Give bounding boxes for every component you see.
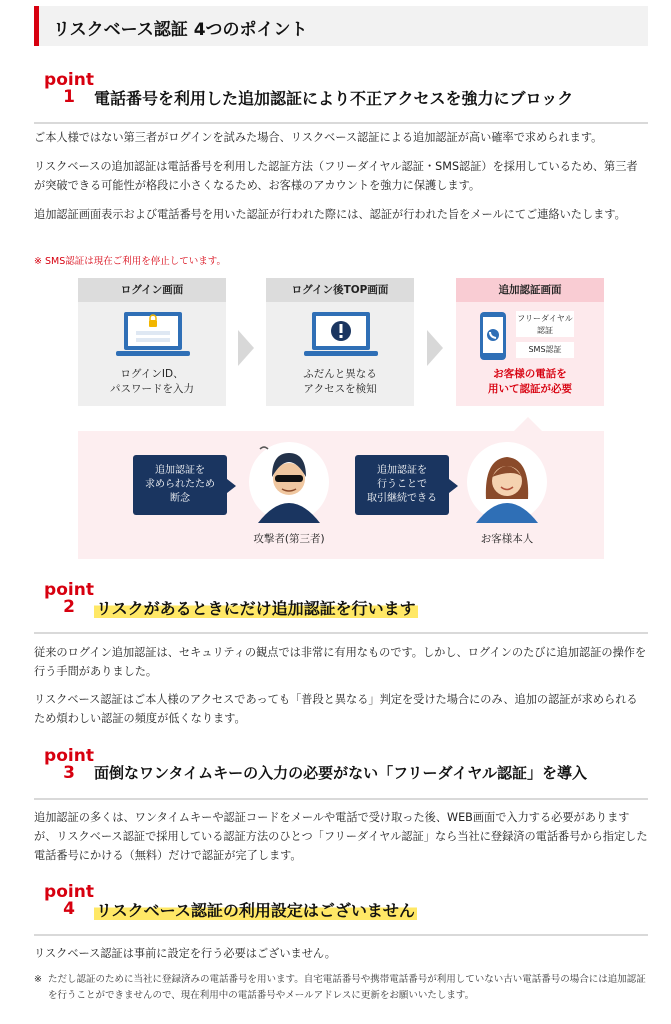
page-title: リスクベース認証 4つのポイント — [53, 20, 308, 40]
point-3-tag — [44, 748, 94, 782]
option-freedial-line-2: 認証 — [537, 326, 553, 335]
point-3-word: point — [44, 746, 94, 766]
panel-additional-auth — [456, 278, 604, 406]
point-1-header — [34, 72, 648, 124]
bubble-customer-line-2: 行うことで — [377, 479, 427, 490]
sms-suspended-note: ※ SMS認証は現在ご利用を停止しています。 — [34, 256, 226, 267]
option-freedial-line-1: フリーダイヤル — [517, 314, 573, 323]
point-4-note — [34, 972, 648, 1004]
bubble-attacker-gives-up — [133, 455, 227, 515]
point-3-paragraph-1: 追加認証の多くは、ワンタイムキーや認証コードをメールや電話で受け取った後、WEB画面で入力する必要がありますが、リスクベース認証で採用している認証方法のひとつ「フリーダイヤル認証」なら当社に登録済の電話番号から指定した電話番号にかける（無料）だけで認証が完了します。 — [34, 811, 648, 862]
panel-top-screen — [266, 278, 414, 406]
point-2-number: 2 — [63, 597, 75, 617]
point-4-paragraph-1: リスクベース認証は事前に設定を行う必要はございません。 — [34, 947, 336, 960]
panel-login-header: ログイン画面 — [78, 278, 226, 302]
flow-arrow-1 — [238, 330, 254, 366]
point-4-word: point — [44, 882, 94, 902]
point-2-title-text: リスクがあるときにだけ追加認証を行います — [96, 599, 416, 618]
point-4-title — [94, 898, 417, 921]
option-freedial — [516, 311, 574, 337]
point-1-title: 電話番号を利用した追加認証により不正アクセスを強力にブロック — [94, 89, 574, 108]
panel-auth-caption-2: 用いて認証が必要 — [488, 383, 572, 395]
bubble-customer-continues — [355, 455, 449, 515]
bubble-customer-line-3: 取引継続できる — [367, 493, 437, 504]
point-4-header — [34, 884, 648, 936]
panel-login-caption-2: パスワードを入力 — [110, 383, 194, 395]
point-4-note-text: ただし認証のために当社に登録済みの電話番号を用います。自宅電話番号や携帯電話番号が利用していない古い電話番号の場合には追加認証を行うことができませんので、現在利用中の電話番号やメールアドレスに更新をお願いいたします。 — [48, 974, 646, 1001]
panel-login-screen — [78, 278, 226, 406]
laptop-alert-icon — [304, 310, 378, 360]
outcome-pointer — [514, 417, 542, 431]
panel-top-caption-2: アクセスを検知 — [303, 383, 377, 395]
attacker-label: 攻撃者(第三者) — [253, 533, 325, 545]
point-4-tag — [44, 884, 94, 918]
option-sms: SMS認証 — [516, 342, 574, 358]
panel-top-header: ログイン後TOP画面 — [266, 278, 414, 302]
page-title-bar — [34, 6, 648, 46]
customer-icon — [466, 441, 548, 523]
point-2-paragraph-2: リスクベース認証はご本人様のアクセスであっても「普段と異なる」判定を受けた場合にのみ、追加の認証が求められるため煩わしい認証の頻度が低くなります。 — [34, 693, 638, 725]
point-2-paragraph-1: 従来のログイン追加認証は、セキュリティの観点では非常に有用なものです。しかし、ログインのたびに追加認証の操作を行う手間がありました。 — [34, 646, 647, 678]
point-1-paragraph-2: リスクベースの追加認証は電話番号を利用した認証方法（フリーダイヤル認証・SMS認証）を採用しているため、第三者が突破できる可能性が格段に小さくなるため、お客様のアカウントを強力に保護します。 — [34, 160, 638, 192]
panel-login-caption-1: ログインID、 — [120, 368, 184, 380]
panel-top-caption-1: ふだんと異なる — [303, 368, 377, 380]
point-4-number: 4 — [63, 899, 75, 919]
bubble-attacker-line-2: 求められたため — [145, 479, 215, 490]
flow-arrow-2 — [427, 330, 443, 366]
smartphone-icon — [478, 310, 508, 362]
laptop-lock-icon — [116, 310, 190, 360]
point-3-header — [34, 748, 648, 800]
point-2-word: point — [44, 580, 94, 600]
point-1-number: 1 — [63, 87, 75, 107]
bubble-attacker-line-3: 断念 — [170, 493, 190, 504]
point-4-note-mark: ※ — [34, 974, 42, 985]
point-3-title: 面倒なワンタイムキーの入力の必要がない「フリーダイヤル認証」を導入 — [94, 764, 588, 782]
point-2-tag — [44, 582, 94, 616]
attacker-icon — [248, 441, 330, 523]
bubble-customer-line-1: 追加認証を — [377, 465, 427, 476]
point-2-header — [34, 582, 648, 634]
outcome-box — [78, 431, 604, 559]
customer-label: お客様本人 — [480, 533, 534, 545]
point-1-paragraph-1: ご本人様ではない第三者がログインを試みた場合、リスクベース認証による追加認証が高い確率で求められます。 — [34, 131, 603, 144]
point-3-number: 3 — [63, 763, 75, 783]
point-2-title — [94, 596, 418, 619]
point-1-word: point — [44, 70, 94, 90]
bubble-attacker-line-1: 追加認証を — [155, 465, 205, 476]
point-4-title-text: リスクベース認証の利用設定はございません — [96, 901, 415, 920]
panel-auth-header: 追加認証画面 — [456, 278, 604, 302]
panel-auth-caption-1: お客様の電話を — [493, 368, 567, 380]
point-1-paragraph-3: 追加認証画面表示および電話番号を用いた認証が行われた際には、認証が行われた旨をメールにてご連絡いたします。 — [34, 208, 626, 221]
point-1-tag — [44, 72, 94, 106]
